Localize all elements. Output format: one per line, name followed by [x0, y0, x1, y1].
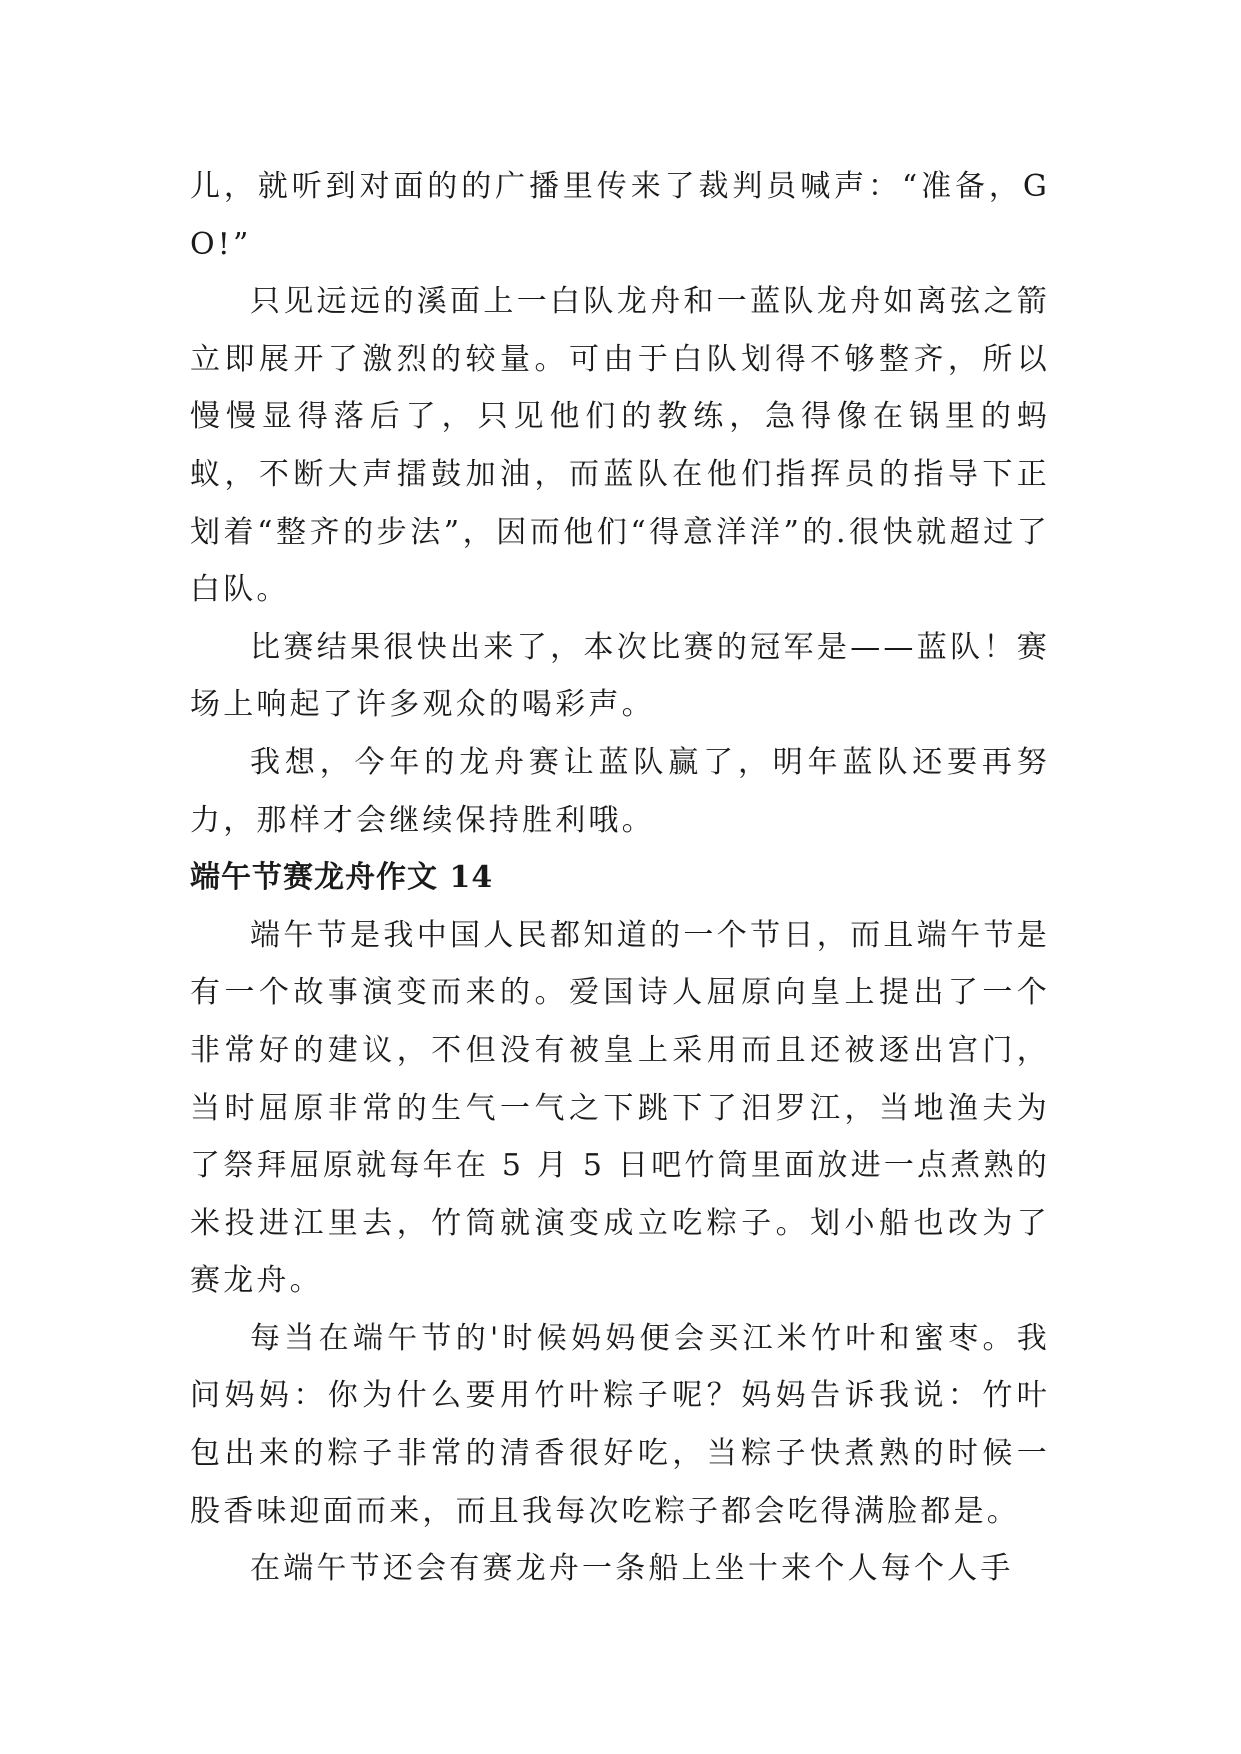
- paragraph: 在端午节还会有赛龙舟一条船上坐十来个人每个人手: [250, 1551, 1014, 1587]
- paragraph-continued: 儿，就听到对面的的广播里传来了裁判员喊声：“准备，GO!”: [190, 169, 1050, 262]
- paragraph: 只见远远的溪面上一白队龙舟和一蓝队龙舟如离弦之箭立即展开了激烈的较量。可由于白队划得不够整齐，所以慢慢显得落后了，只见他们的教练，急得像在锅里的蚂蚁，不断大声擂鼓加油，而蓝队在他们指挥员的指导下正划着“整齐的步法”，因而他们“得意洋洋”的.很快就超过了白队。: [190, 284, 1050, 608]
- document-body: [190, 158, 1050, 1598]
- paragraph: 我想，今年的龙舟赛让蓝队赢了，明年蓝队还要再努力，那样才会继续保持胜利哦。: [190, 744, 1050, 838]
- paragraph: 端午节是我中国人民都知道的一个节日，而且端午节是有一个故事演变而来的。爱国诗人屈原向皇上提出了一个非常好的建议，不但没有被皇上采用而且还被逐出宫门，当时屈原非常的生气一气之下跳下了汨罗江，当地渔夫为了祭拜屈原就每年在 5 月 5 日吧竹筒里面放进一点煮熟的米投进江里去，竹筒就演变成立吃粽子。划小船也改为了赛龙舟。: [190, 917, 1050, 1299]
- paragraph: 每当在端午节的'时候妈妈便会买江米竹叶和蜜枣。我问妈妈：你为什么要用竹叶粽子呢？妈妈告诉我说：竹叶包出来的粽子非常的清香很好吃，当粽子快煮熟的时候一股香味迎面而来，而且我每次吃粽子都会吃得满脸都是。: [190, 1320, 1050, 1529]
- paragraph: 比赛结果很快出来了，本次比赛的冠军是——蓝队！赛场上响起了许多观众的喝彩声。: [190, 629, 1050, 723]
- section-heading: 端午节赛龙舟作文 14: [190, 860, 494, 896]
